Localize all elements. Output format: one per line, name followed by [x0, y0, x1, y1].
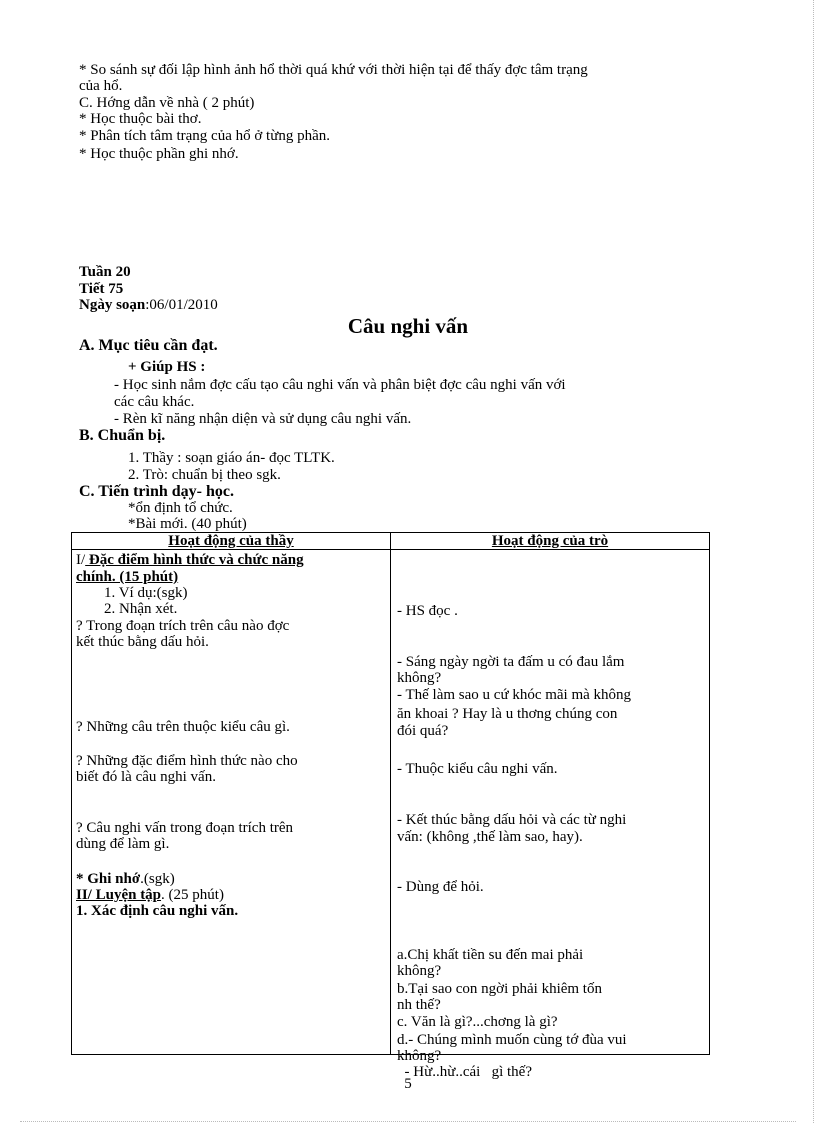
- exercise-b-line-2: nh thế?: [397, 997, 441, 1013]
- question-4b: dùng để làm gì.: [76, 836, 170, 852]
- top-line-2: của hổ.: [79, 78, 123, 94]
- teacher-column-header: Hoạt động của thầy: [72, 533, 391, 550]
- part1-heading-text: Đặc điểm hình thức và chức năng: [85, 552, 304, 568]
- exercise-d-line-1: d.- Chúng mình muốn cùng tớ đùa vui: [397, 1032, 627, 1048]
- date-line: [79, 297, 218, 313]
- top-line-1: * So sánh sự đối lập hình ảnh hổ thời quá khứ với thời hiện tại để thấy đợc tâm trạng: [79, 62, 588, 78]
- item-2: 2. Nhận xét.: [104, 601, 178, 617]
- answer-1: - HS đọc .: [397, 603, 458, 619]
- week-label: Tuần 20: [79, 264, 131, 280]
- part2-heading: [76, 887, 224, 903]
- part1-heading-numeral: I/: [76, 552, 86, 568]
- page-right-border: [813, 0, 814, 1123]
- note-line: [76, 871, 175, 887]
- part2-time: . (25 phút): [161, 887, 224, 903]
- note-label: * Ghi nhớ: [76, 871, 141, 887]
- item-1: 1. Ví dụ:(sgk): [104, 585, 188, 601]
- answer-4a: - Kết thúc bằng dấu hỏi và các từ nghi: [397, 812, 627, 828]
- section-a-heading: A. Mục tiêu cần đạt.: [79, 337, 218, 354]
- question-3b: biết đó là câu nghi vấn.: [76, 769, 216, 785]
- teacher-column: [72, 550, 391, 1055]
- note-ref: .(sgk): [140, 871, 175, 887]
- exercise-b-line-1: b.Tại sao con ngời phải khiêm tốn: [397, 981, 602, 997]
- page-bottom-border: [20, 1121, 796, 1122]
- section-c-line-1: *ổn định tổ chức.: [128, 500, 233, 516]
- student-column: [391, 550, 710, 1080]
- exercise-1-heading: 1. Xác định câu nghi vấn.: [76, 903, 239, 919]
- top-line-4: * Học thuộc bài thơ.: [79, 111, 202, 127]
- exercise-a-line-1: a.Chị khất tiền su đến mai phải: [397, 947, 584, 963]
- activity-table: [71, 532, 710, 1080]
- section-b-heading: B. Chuẩn bị.: [79, 427, 166, 444]
- top-line-5: * Phân tích tâm trạng của hổ ở từng phần.: [79, 128, 331, 144]
- exercise-d-line-2: không?: [397, 1048, 442, 1064]
- answer-2e: đói quá?: [397, 723, 449, 739]
- answer-2a: - Sáng ngày ngời ta đấm u có đau lắm: [397, 654, 625, 670]
- question-1a: ? Trong đoạn trích trên câu nào đợc: [76, 618, 290, 634]
- part1-heading: [76, 552, 304, 568]
- answer-5: - Dùng để hỏi.: [397, 879, 484, 895]
- section-a-line-1: - Học sinh nắm đợc cấu tạo câu nghi vấn và phân biệt đợc câu nghi vấn với: [114, 377, 566, 393]
- question-1b: kết thúc bằng dấu hỏi.: [76, 634, 209, 650]
- question-2: ? Những câu trên thuộc kiểu câu gì.: [76, 719, 290, 735]
- date-value: :06/01/2010: [145, 297, 218, 313]
- answer-4b: vấn: (không ,thế làm sao, hay).: [397, 829, 583, 845]
- section-b-line-2: 2. Trò: chuẩn bị theo sgk.: [128, 467, 281, 483]
- part1-heading-cont: chính. (15 phút): [76, 569, 179, 585]
- exercise-a-line-2: không?: [397, 963, 442, 979]
- page-number: 5: [404, 1076, 412, 1092]
- period-label: Tiết 75: [79, 281, 124, 297]
- section-a-line-2: các câu khác.: [114, 394, 195, 410]
- section-b-line-1: 1. Thầy : soạn giáo án- đọc TLTK.: [128, 450, 335, 466]
- answer-2b: không?: [397, 670, 442, 686]
- section-a-sub: + Giúp HS :: [128, 359, 206, 375]
- top-line-3: C. Hớng dẫn về nhà ( 2 phút): [79, 95, 255, 111]
- section-a-line-3: - Rèn kĩ năng nhận diện và sử dụng câu nghi vấn.: [114, 411, 412, 427]
- answer-3: - Thuộc kiểu câu nghi vấn.: [397, 761, 558, 777]
- section-c-line-2: *Bài mới. (40 phút): [128, 516, 247, 532]
- top-line-6: * Học thuộc phần ghi nhớ.: [79, 146, 239, 162]
- question-3a: ? Những đặc điểm hình thức nào cho: [76, 753, 298, 769]
- exercise-c: c. Văn là gì?...chơng là gì?: [397, 1014, 558, 1030]
- student-column-header: Hoạt động của trò: [391, 533, 710, 550]
- part2-label: II/ Luyện tập: [76, 887, 162, 903]
- section-c-heading: C. Tiến trình dạy- học.: [79, 483, 234, 500]
- answer-2c: - Thế làm sao u cứ khóc mãi mà không: [397, 687, 632, 703]
- answer-2d: ăn khoai ? Hay là u thơng chúng con: [397, 706, 618, 722]
- exercise-d-line-3: - Hừ..hừ..cái gì thế?: [397, 1064, 532, 1080]
- question-4a: ? Câu nghi vấn trong đoạn trích trên: [76, 820, 294, 836]
- lesson-title: Câu nghi vấn: [347, 314, 469, 338]
- date-label: Ngày soạn: [79, 297, 146, 313]
